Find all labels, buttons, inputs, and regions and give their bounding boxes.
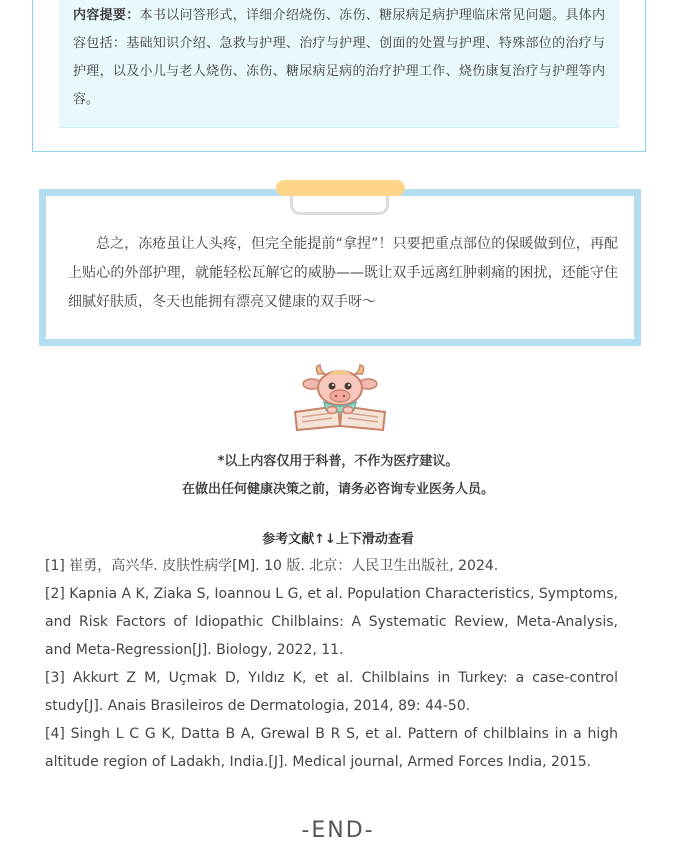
book-summary-panel xyxy=(59,0,619,128)
decorative-tab-shadow xyxy=(290,196,389,215)
reference-item: [1] 崔勇，高兴华. 皮肤性病学[M]. 10 版. 北京：人民卫生出版社, 2024. xyxy=(45,558,499,574)
references-scroll-list[interactable] xyxy=(45,552,618,772)
end-mark: -END- xyxy=(301,818,375,843)
summary-label: 内容提要： xyxy=(73,8,140,23)
reference-item: [2] Kapnia A K, Ziaka S, Ioannou L G, et al. Population Characteristics, Symptoms, and Risk Factors of Idiopathic Chilblains: A Systematic Review, Meta-Analysis, and Meta-Regression[J]. Biology, 2022, 11. xyxy=(45,586,618,658)
cow-reading-book-icon xyxy=(290,364,390,434)
reference-item: [4] Singh L C G K, Datta B A, Grewal B R S, et al. Pattern of chilblains in a high altitude region of Ladakh, India.[J]. Medical journal, Armed Forces India, 2015. xyxy=(45,726,618,770)
decorative-tab xyxy=(276,180,405,196)
book-summary-card xyxy=(32,0,646,152)
disclaimer-line-1: *以上内容仅用于科普，不作为医疗建议。 xyxy=(217,454,459,469)
conclusion-text: 总之，冻疮虽让人头疼，但完全能提前“拿捏”！只要把重点部位的保暖做到位，再配上贴心的外部护理，就能轻松瓦解它的威胁——既让双手远离红肿刺痛的困扰，还能守住细腻好肤质，冬天也能拥有漂亮又健康的双手呀～ xyxy=(68,236,618,310)
summary-text: 本书以问答形式，详细介绍烧伤、冻伤、糖尿病足病护理临床常见问题。具体内容包括：基础知识介绍、急救与护理、治疗与护理、创面的处置与护理、特殊部位的治疗与护理，以及小儿与老人烧伤、冻伤、糖尿病足病的治疗护理工作、烧伤康复治疗与护理等内容。 xyxy=(73,8,605,107)
references-title: 参考文献↑↓上下滑动查看 xyxy=(262,532,414,547)
disclaimer-line-2: 在做出任何健康决策之前，请务必咨询专业医务人员。 xyxy=(181,482,494,497)
reference-item: [3] Akkurt Z M, Uçmak D, Yıldız K, et al. Chilblains in Turkey: a case-control study[J]. Anais Brasileiros de Dermatologia, 2014, 89: 44-50. xyxy=(45,670,618,714)
